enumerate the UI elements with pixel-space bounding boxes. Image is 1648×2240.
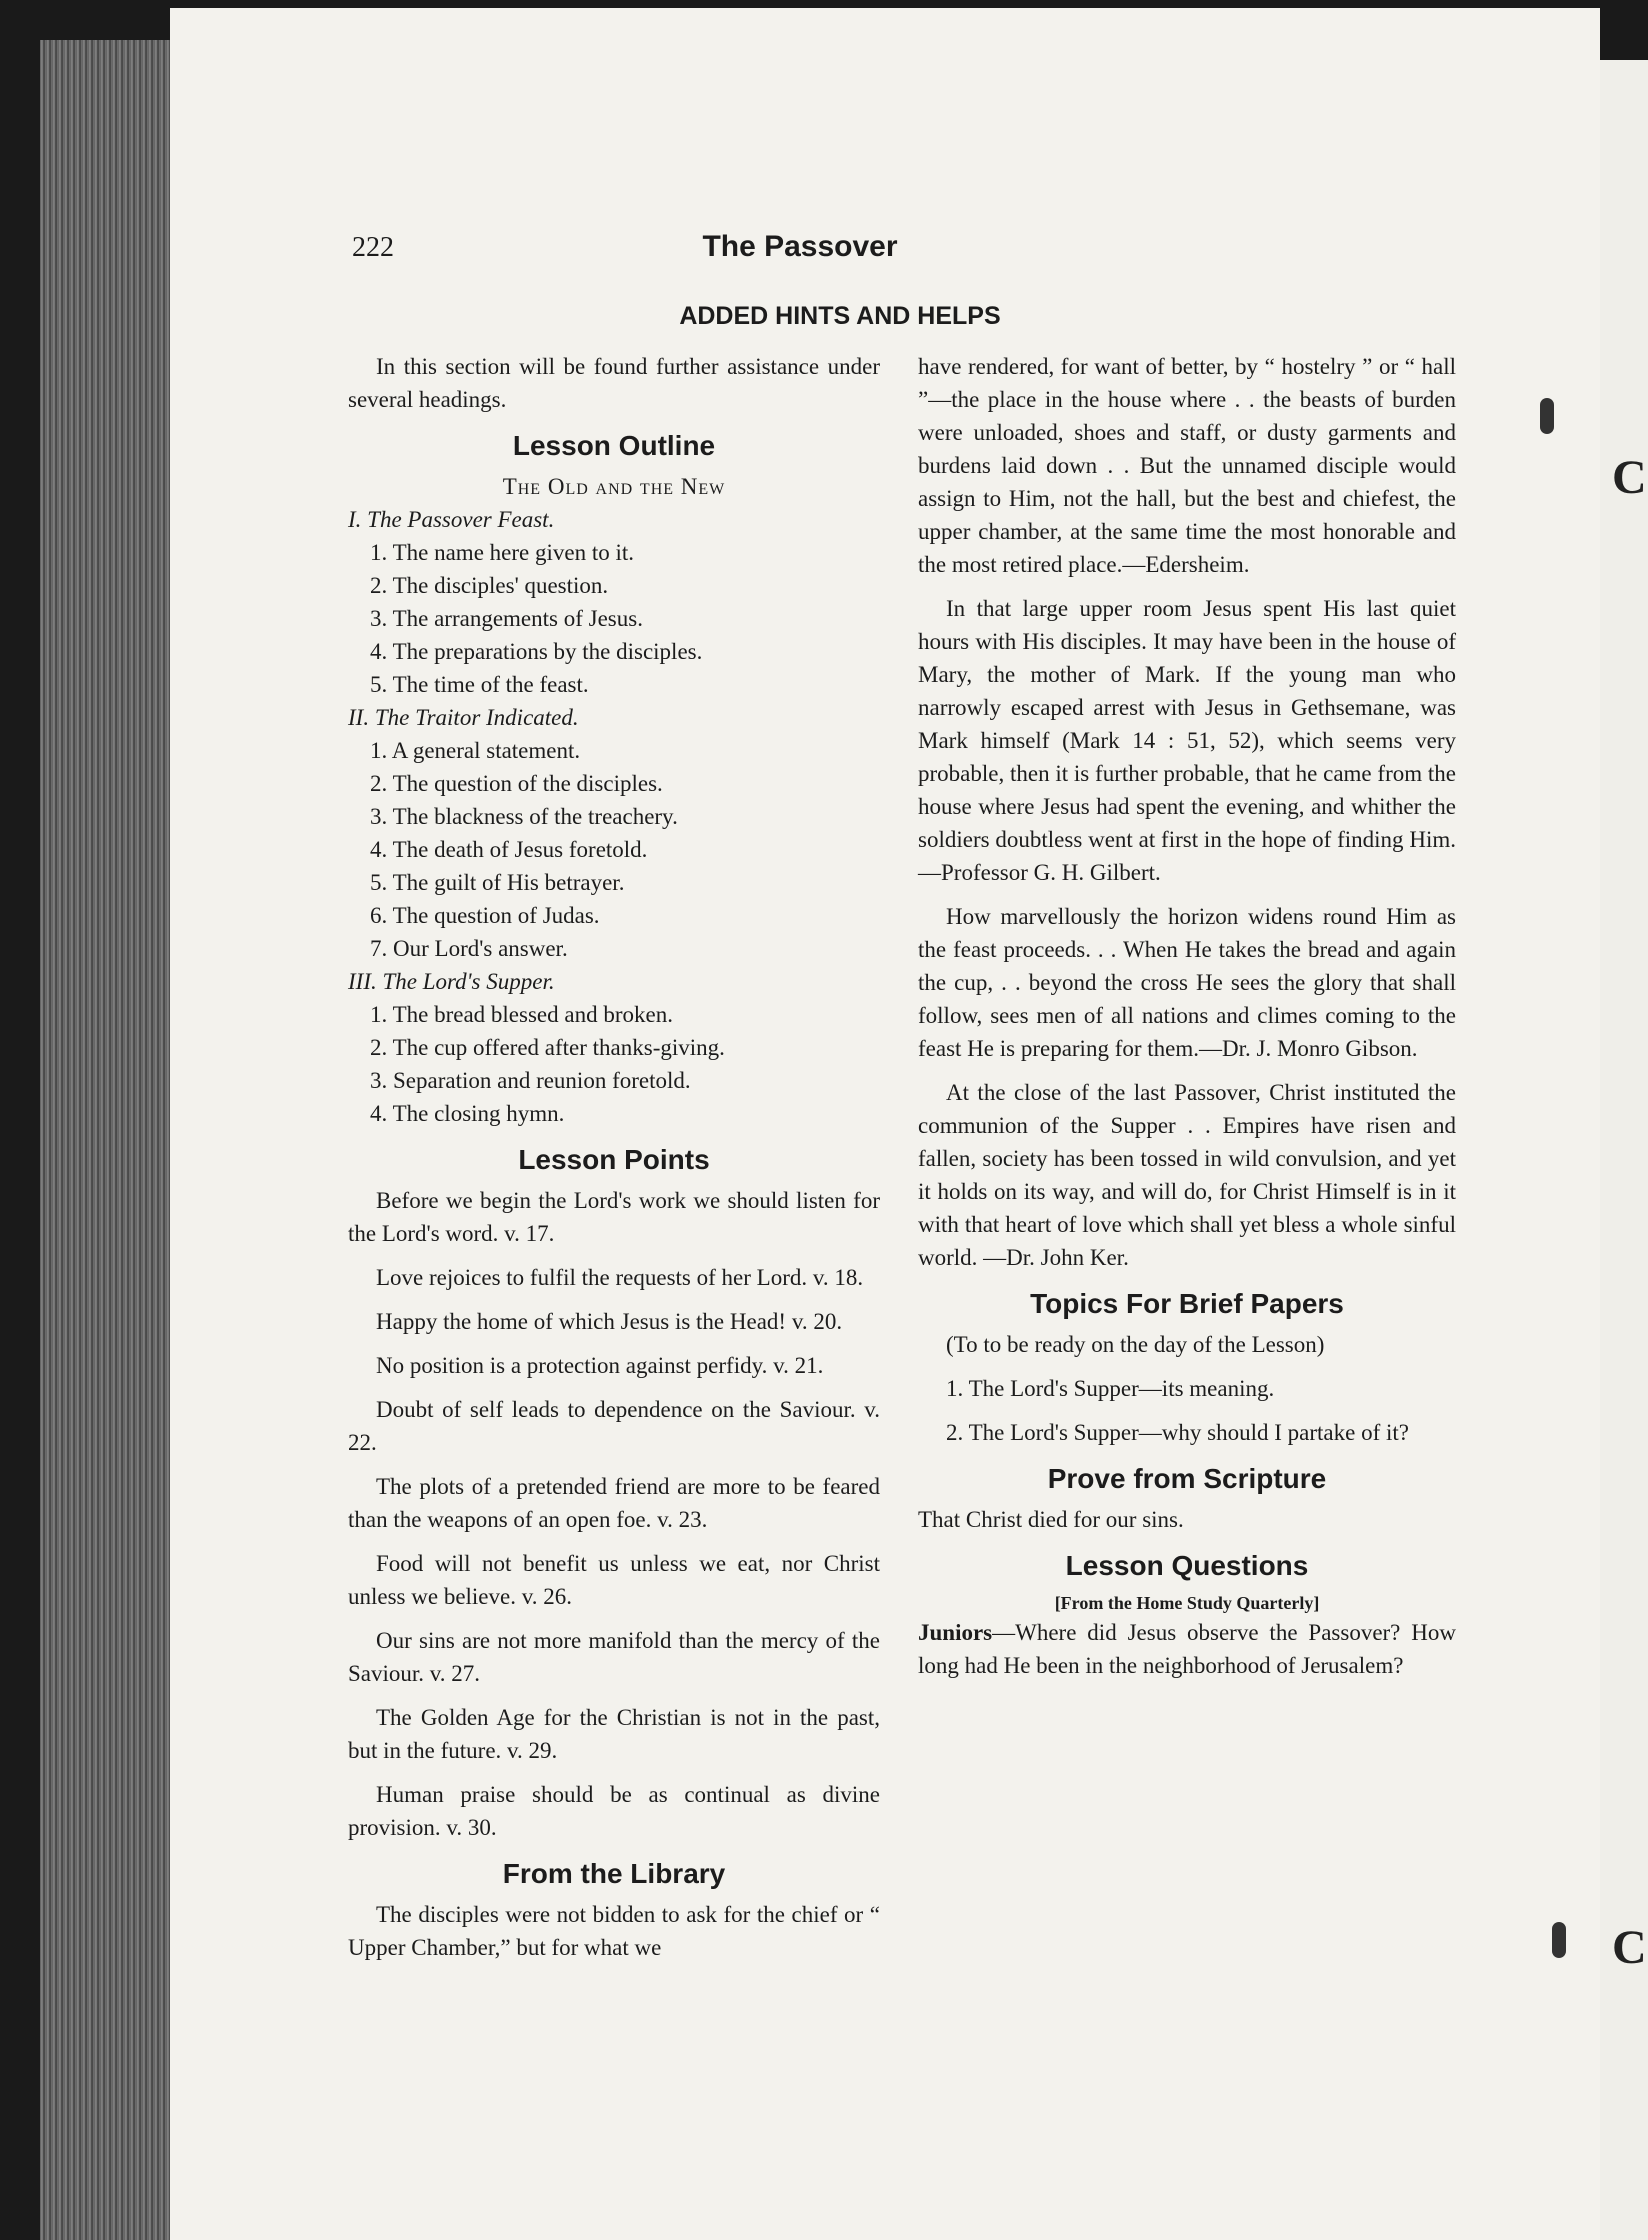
outline-subtitle: The Old and the New [502, 474, 726, 499]
lesson-point: Doubt of self leads to dependence on the Saviour. v. 22. [348, 1397, 880, 1455]
outline-item: 2. The question of the disciples. [370, 771, 663, 796]
outline-section-title: II. The Traitor Indicated. [348, 705, 579, 730]
outline-item: 2. The cup offered after thanks-giving. [370, 1035, 725, 1060]
juniors-question [918, 1616, 1456, 1682]
prove-text: That Christ died for our sins. [918, 1507, 1184, 1532]
running-title: The Passover [702, 230, 898, 263]
outline-item: 6. The question of Judas. [370, 903, 600, 928]
lesson-point: Human praise should be as continual as divine provision. v. 30. [348, 1782, 880, 1840]
facing-page-edge [1600, 60, 1648, 2240]
library-paragraph: The disciples were not bidden to ask for the chief or “ Upper Chamber,” but for what we [348, 1902, 880, 1960]
library-paragraph-continued: have rendered, for want of better, by “ hostelry ” or “ hall ”—the place in the house where . . the beasts of burden were unloaded, shoes and staff, or dusty garments and burdens laid down . . But the unnamed disciple would assign to Him, not the hall, but the best and chiefest, the upper chamber, at the same time the most honorable and the most retired place.—Edersheim. [918, 354, 1456, 577]
outline-item: 4. The death of Jesus foretold. [370, 837, 648, 862]
binding-hole-bottom [1552, 1922, 1566, 1958]
juniors-label: Juniors [918, 1620, 993, 1645]
topic-item: 2. The Lord's Supper—why should I partake of it? [946, 1420, 1409, 1445]
juniors-question-text: —Where did Jesus observe the Passover? How long had He been in the neighborhood of Jerusalem? [918, 1620, 1456, 1678]
lesson-point: No position is a protection against perfidy. v. 21. [376, 1353, 824, 1378]
facing-page-glyph-top: C [1612, 451, 1647, 504]
outline-item: 3. The blackness of the treachery. [370, 804, 678, 829]
from-the-library-heading: From the Library [502, 1858, 726, 1889]
lesson-point: Love rejoices to fulfil the requests of her Lord. v. 18. [376, 1265, 864, 1290]
left-column [348, 350, 880, 1975]
topics-heading: Topics For Brief Papers [1030, 1288, 1344, 1319]
outline-item: 1. The name here given to it. [370, 540, 634, 565]
outline-item: 5. The guilt of His betrayer. [370, 870, 625, 895]
outline-item: 3. The arrangements of Jesus. [370, 606, 643, 631]
right-column [918, 350, 1456, 1693]
outline-section-title: I. The Passover Feast. [348, 507, 555, 532]
outline-section-title: III. The Lord's Supper. [348, 969, 555, 994]
facing-page-glyph-bottom: C [1612, 1921, 1647, 1974]
outline-item: 2. The disciples' question. [370, 573, 609, 598]
prove-from-scripture-heading: Prove from Scripture [1047, 1463, 1327, 1494]
library-paragraph: How marvellously the horizon widens round Him as the feast proceeds. . . When He takes the bread and again the cup, . . beyond the cross He sees the glory that shall follow, sees men of all nations and climes coming to the feast He is preparing for them.—Dr. J. Monro Gibson. [918, 904, 1456, 1061]
topic-item: 1. The Lord's Supper—its meaning. [946, 1376, 1275, 1401]
library-paragraph: In that large upper room Jesus spent His last quiet hours with His disciples. It may have been in the house of Mary, the mother of Mark. If the young man who narrowly escaped arrest with Jesus in Gethsemane, was Mark himself (Mark 14 : 51, 52), which seems very probable, then it is further probable, that he came from the house where Jesus had spent the evening, and whither the soldiers doubtless went at first in the hope of finding Him.—Professor G. H. Gilbert. [918, 596, 1456, 885]
lesson-questions-heading: Lesson Questions [1065, 1550, 1309, 1581]
lesson-point: Before we begin the Lord's work we should listen for the Lord's word. v. 17. [348, 1188, 880, 1246]
topics-note: (To to be ready on the day of the Lesson) [946, 1332, 1325, 1357]
lesson-points-heading: Lesson Points [518, 1144, 710, 1175]
outline-item: 4. The closing hymn. [370, 1101, 565, 1126]
book-page-edges [40, 40, 190, 2240]
outline-item: 3. Separation and reunion foretold. [370, 1068, 691, 1093]
binding-hole-top [1540, 398, 1554, 434]
library-paragraph: At the close of the last Passover, Christ instituted the communion of the Supper . . Empires have risen and fallen, society has been tossed in wild convulsion, and yet it holds on its way, and will do, for Christ Himself is in it with that heart of love which shall yet bless a whole sinful world. —Dr. John Ker. [918, 1080, 1456, 1270]
outline-item: 7. Our Lord's answer. [370, 936, 568, 961]
lesson-point: Food will not benefit us unless we eat, nor Christ unless we believe. v. 26. [348, 1551, 880, 1609]
lesson-outline-heading: Lesson Outline [512, 430, 716, 461]
page-number: 222 [352, 232, 394, 263]
section-heading: ADDED HINTS AND HELPS [679, 302, 1001, 330]
lesson-point: The Golden Age for the Christian is not in the past, but in the future. v. 29. [348, 1705, 880, 1763]
questions-source: [From the Home Study Quarterly] [1054, 1593, 1320, 1613]
intro-paragraph: In this section will be found further assistance under several headings. [348, 354, 880, 412]
outline-item: 1. The bread blessed and broken. [370, 1002, 673, 1027]
lesson-point: Happy the home of which Jesus is the Head! v. 20. [376, 1309, 843, 1334]
outline-item: 5. The time of the feast. [370, 672, 589, 697]
lesson-point: The plots of a pretended friend are more to be feared than the weapons of an open foe. v. 23. [348, 1474, 880, 1532]
outline-item: 4. The preparations by the disciples. [370, 639, 703, 664]
lesson-point: Our sins are not more manifold than the mercy of the Saviour. v. 27. [348, 1628, 880, 1686]
outline-item: 1. A general statement. [370, 738, 581, 763]
